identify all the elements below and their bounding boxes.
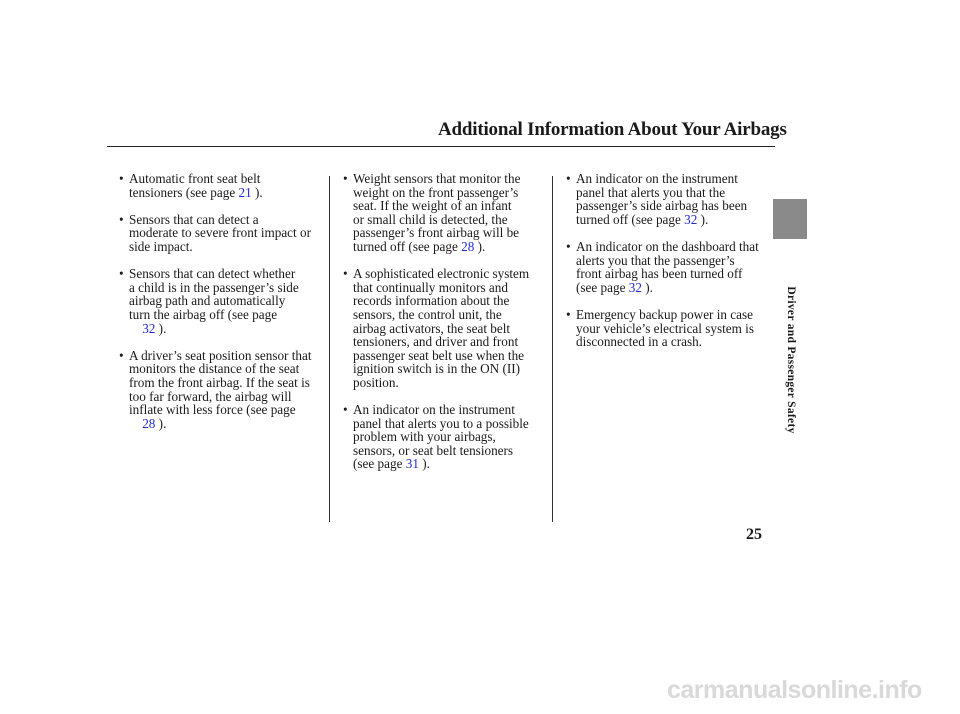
text-line	[353, 240, 548, 254]
line-text: (see page	[576, 279, 629, 295]
text-line	[576, 254, 771, 268]
bullet-item	[119, 349, 327, 431]
text-line	[576, 240, 771, 254]
text-line	[129, 213, 327, 227]
text-line	[129, 267, 327, 281]
line-text: airbag path and automatically	[129, 293, 286, 309]
line-text: position.	[353, 374, 399, 390]
line-text: moderate to severe front impact or	[129, 225, 311, 241]
bullet-item	[566, 308, 771, 349]
line-text: An indicator on the instrument	[353, 402, 515, 418]
column-divider	[329, 176, 330, 522]
closing-text: ).	[474, 238, 486, 254]
closing-text: ).	[697, 211, 709, 227]
bullet-item	[119, 267, 327, 335]
text-line	[129, 349, 327, 363]
column-divider	[552, 176, 553, 522]
line-text: side impact.	[129, 238, 193, 254]
line-text: a child is in the passenger’s side	[129, 279, 299, 295]
text-line	[576, 322, 771, 336]
text-line	[576, 213, 771, 227]
line-text: Automatic front seat belt	[129, 171, 261, 186]
bullet-item	[343, 267, 548, 389]
line-text: inflate with less force (see page	[129, 402, 296, 418]
bullet-item	[343, 172, 548, 254]
line-text: ignition switch is in the ON (II)	[353, 361, 521, 377]
line-text: sensors, the control unit, the	[353, 306, 502, 322]
page-reference-link[interactable]: 32	[684, 211, 698, 227]
text-line	[353, 349, 548, 363]
text-line	[129, 362, 327, 376]
bullet-dot: •	[343, 402, 348, 418]
line-text: disconnected in a crash.	[576, 334, 702, 350]
line-text: airbag activators, the seat belt	[353, 320, 511, 336]
line-text: panel that alerts you to a possible	[353, 415, 529, 431]
page-title: Additional Information About Your Airbags	[438, 119, 787, 140]
closing-text: ).	[155, 415, 167, 431]
line-text: An indicator on the instrument	[576, 171, 738, 186]
line-text: problem with your airbags,	[353, 429, 496, 445]
bullet-item	[119, 213, 327, 254]
line-text: tensioners (see page	[129, 184, 239, 200]
text-line	[353, 362, 548, 376]
page-reference-link[interactable]: 32	[142, 320, 156, 336]
watermark: carmanualsonline.info	[667, 676, 922, 704]
line-text: passenger’s front airbag will be	[353, 225, 520, 241]
line-text: records information about the	[353, 293, 510, 309]
line-text: weight on the front passenger’s	[353, 184, 519, 200]
page-number: 25	[746, 526, 762, 543]
text-line	[353, 403, 548, 417]
text-line	[129, 322, 327, 336]
text-line	[353, 186, 548, 200]
text-line	[353, 226, 548, 240]
bullet-item	[566, 240, 771, 294]
text-line	[129, 186, 327, 200]
text-line	[576, 281, 771, 295]
line-text: panel that alerts you that the	[576, 184, 726, 200]
text-line	[576, 199, 771, 213]
line-text: turned off (see page	[576, 211, 685, 227]
line-text: A sophisticated electronic system	[353, 266, 530, 282]
text-line	[353, 376, 548, 390]
line-text: your vehicle’s electrical system is	[576, 320, 754, 336]
line-text: monitors the distance of the seat	[129, 361, 300, 377]
text-line	[576, 172, 771, 186]
text-column-1	[119, 172, 327, 444]
text-line	[129, 403, 327, 417]
line-text: tensioners, and driver and front	[353, 334, 519, 350]
line-text: turned off (see page	[353, 238, 462, 254]
text-line	[129, 172, 327, 186]
bullet-dot: •	[566, 171, 571, 186]
line-text: passenger seat belt use when the	[353, 347, 525, 363]
text-line	[353, 457, 548, 471]
text-line	[129, 294, 327, 308]
line-text: Sensors that can detect whether	[129, 266, 296, 282]
line-text: sensors, or seat belt tensioners	[353, 442, 514, 458]
text-line	[353, 281, 548, 295]
line-text: or small child is detected, the	[353, 211, 508, 227]
text-column-3	[566, 172, 771, 362]
line-text: turn the airbag off (see page	[129, 306, 278, 322]
line-text: seat. If the weight of an infant	[353, 198, 512, 214]
text-line	[129, 308, 327, 322]
bullet-item	[566, 172, 771, 226]
text-line	[353, 444, 548, 458]
line-text: Sensors that can detect a	[129, 211, 259, 227]
bullet-dot: •	[119, 211, 124, 227]
line-text: Weight sensors that monitor the	[353, 171, 521, 186]
text-line	[129, 390, 327, 404]
closing-text: ).	[251, 184, 263, 200]
text-column-2	[343, 172, 548, 485]
page-reference-link[interactable]: 31	[405, 456, 419, 472]
line-text: from the front airbag. If the seat is	[129, 374, 310, 390]
page-reference-link[interactable]: 21	[238, 184, 252, 200]
text-line	[129, 226, 327, 240]
closing-text: ).	[155, 320, 167, 336]
text-line	[129, 417, 327, 431]
text-line	[576, 335, 771, 349]
bullet-item	[119, 172, 327, 199]
page-reference-link[interactable]: 32	[628, 279, 642, 295]
page-reference-link[interactable]: 28	[461, 238, 475, 254]
text-line	[353, 308, 548, 322]
text-line	[353, 213, 548, 227]
line-text: Emergency backup power in case	[576, 306, 753, 322]
title-rule	[107, 146, 775, 147]
bullet-dot: •	[119, 347, 124, 363]
text-line	[129, 376, 327, 390]
text-line	[353, 267, 548, 281]
bullet-dot: •	[343, 171, 348, 186]
line-text: too far forward, the airbag will	[129, 388, 292, 404]
bullet-dot: •	[119, 171, 124, 186]
text-line	[576, 308, 771, 322]
closing-text: ).	[641, 279, 653, 295]
bullet-dot: •	[566, 238, 571, 254]
line-text: that continually monitors and	[353, 279, 508, 295]
line-text: alerts you that the passenger’s	[576, 252, 735, 268]
text-line	[353, 172, 548, 186]
text-line	[353, 430, 548, 444]
text-line	[129, 281, 327, 295]
text-line	[353, 294, 548, 308]
line-text: passenger’s side airbag has been	[576, 198, 748, 214]
closing-text: ).	[418, 456, 430, 472]
line-text: An indicator on the dashboard that	[576, 238, 759, 254]
text-line	[576, 186, 771, 200]
bullet-dot: •	[119, 266, 124, 282]
text-line	[576, 267, 771, 281]
page-reference-link[interactable]: 28	[142, 415, 156, 431]
text-line	[129, 240, 327, 254]
line-text: A driver’s seat position sensor that	[129, 347, 312, 363]
text-line	[353, 322, 548, 336]
line-text: (see page	[353, 456, 406, 472]
line-text: front airbag has been turned off	[576, 266, 743, 282]
section-label: Driver and Passenger Safety	[785, 286, 797, 434]
section-tab-marker	[773, 199, 807, 239]
text-line	[353, 417, 548, 431]
text-line	[353, 335, 548, 349]
text-line	[353, 199, 548, 213]
bullet-dot: •	[343, 266, 348, 282]
bullet-item	[343, 403, 548, 471]
bullet-dot: •	[566, 306, 571, 322]
